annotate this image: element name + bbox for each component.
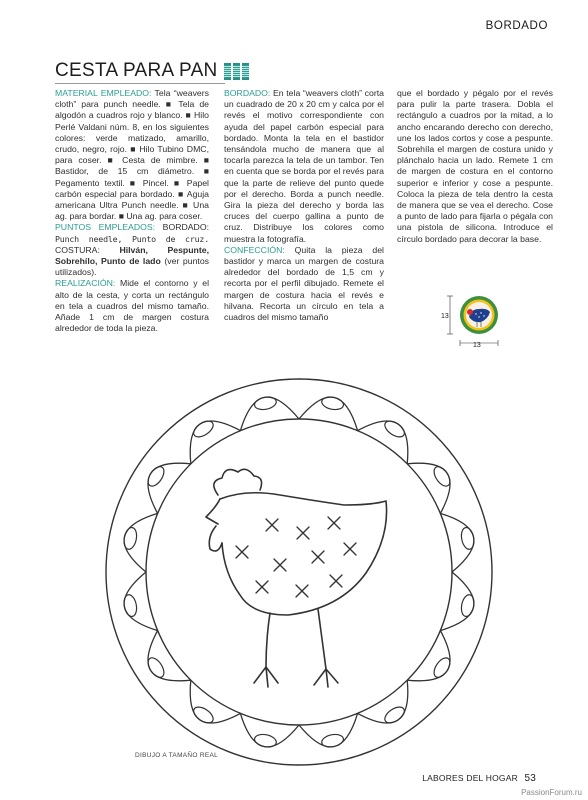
confeccion-text: Quita la pieza del bastidor y marca un margen de costura alrededor del bordado de 1,5 cm y recorta por el perfil dibujado. Remete el margen de costura hacia el revés e hilvana. Recorta un círculo en tela a cuadros del mismo tamaño bbox=[224, 244, 384, 323]
embroidery-pattern bbox=[104, 377, 494, 767]
hen-leg-left bbox=[266, 613, 270, 667]
title-row bbox=[55, 60, 249, 82]
materials-heading: MATERIAL EMPLEADO: bbox=[55, 88, 152, 98]
page-number: 53 bbox=[524, 773, 536, 784]
confeccion-heading: CONFECCIÓN: bbox=[224, 244, 285, 255]
realizacion-text: Mide el contorno y el alto de la cesta, y corta un rectángulo en tela a cuadros del mismo tamaño. Añade 1 cm de margen costura alrededor de toda la pieza. bbox=[55, 278, 209, 334]
scallop-oval bbox=[253, 733, 277, 749]
scallop-oval bbox=[122, 594, 138, 618]
pattern-caption: DIBUJO A TAMAÑO REAL bbox=[135, 752, 219, 759]
article-title: CESTA PARA PAN bbox=[55, 60, 218, 81]
costura-label: COSTURA: bbox=[55, 244, 100, 255]
width-dimension: 13 bbox=[473, 342, 481, 349]
watermark: PassionForum.ru bbox=[521, 788, 582, 797]
hen-leg-right bbox=[318, 609, 326, 669]
scallop-oval bbox=[253, 395, 277, 411]
magazine-name: LABORES DEL HOGAR bbox=[422, 773, 518, 783]
cross-stitches bbox=[236, 517, 356, 597]
scallop-border bbox=[124, 397, 474, 747]
bordado-stitches: Punch needle, Punto de cruz. bbox=[55, 233, 209, 244]
hen-foot-left bbox=[254, 667, 278, 687]
bordado-label: BORDADO: bbox=[162, 222, 209, 233]
thread-spools-icon bbox=[224, 63, 249, 80]
finished-piece-thumbnail bbox=[441, 292, 511, 352]
bordado-text: En tela “weavers cloth” corta un cuadrado de 20 x 20 cm y calca por el revés el motivo correspondiente con ayuda del papel carbón especial para bordado. Monta la tela en el bastidor tensándola mucho de manera que al tocarla parezca la tela de un tambor. Ten en cuenta que se borda por el revés para que la parte de relieve del punto quede por el derecho. Borda a punch needle. Gira la pieza del derecho y borda las cruces del cuerpo gallina a punto de cruz. Distribuye los colores como muestra la fotografía. bbox=[224, 88, 384, 244]
scallop-arc bbox=[299, 713, 358, 747]
bordado-paragraph bbox=[224, 88, 384, 245]
scallop-oval bbox=[460, 594, 476, 618]
inner-circle bbox=[146, 419, 452, 725]
bordado-heading: BORDADO: bbox=[224, 88, 271, 98]
realizacion-heading: REALIZACIÓN: bbox=[55, 278, 116, 289]
oval-border bbox=[122, 395, 475, 748]
scallop-arc bbox=[124, 572, 158, 631]
scallop-arc bbox=[240, 397, 299, 431]
hen-foot-right bbox=[314, 669, 338, 687]
hen-comb bbox=[214, 469, 262, 495]
materials-text: Tela “weavers cloth” para punch needle. ■ Tela de algodón a cuadros rojo y blanco. ■ Hilo Perlé Valdani núm. 8, en los siguientes colores: verde matizado, amarillo, crudo, negro, rojo. ■ Hilo Tubino DMC, para coser. ■ Cesta de mimbre. ■ Bastidor, de 15 cm diámetro. ■ Pegamento textil. ■ Pincel. ■ Papel carbón especial para bordado. ■ Aguja americana Ultra Punch needle. ■ Una ag. para bordar. ■ Una ag. para coser. bbox=[55, 88, 209, 222]
section-label: BORDADO bbox=[485, 20, 548, 32]
column-1 bbox=[55, 88, 209, 334]
costura-stitches: Hilván, Pespunte, Sobrehílo, Punto de lado bbox=[55, 244, 209, 267]
page-footer bbox=[422, 773, 536, 784]
hen-wattle bbox=[209, 526, 222, 551]
column-2 bbox=[224, 88, 384, 323]
scallop-oval bbox=[460, 526, 476, 550]
scallop-arc bbox=[440, 572, 474, 631]
realizacion-paragraph bbox=[55, 278, 209, 334]
scallop-arc bbox=[240, 713, 299, 747]
outer-circle bbox=[106, 379, 492, 765]
col3-text: que el bordado y pégalo por el revés para pulir la parte trasera. Dobla el rectángulo a cuadros por la mitad, a lo ancho encarando derecho con derecho, une los lados cortos y cose a pespunte. Sobrehíla el margen de costura unido y plánchalo hacia un lado. Remete 1 cm de margen de costura en el contorno superior e inferior y cose a pespunte. Coloca la pieza de tela dentro la cesta de manera que se vea el derecho. Cose a punto de lado para fijarla o pégala con una pistola de silicona. Introduce el círculo bordado para decorar la base. bbox=[397, 88, 553, 244]
scallop-oval bbox=[321, 395, 345, 411]
costura-note: (ver puntos utilizados). bbox=[55, 256, 209, 278]
stitches-heading: PUNTOS EMPLEADOS: bbox=[55, 222, 156, 233]
hen-body bbox=[220, 493, 387, 615]
confeccion-paragraph bbox=[224, 245, 384, 323]
hen-drawing bbox=[206, 469, 387, 687]
height-dimension: 13 bbox=[441, 313, 449, 320]
title-divider bbox=[55, 83, 225, 84]
stitches-paragraph bbox=[55, 222, 209, 278]
materials-paragraph bbox=[55, 88, 209, 222]
column-3 bbox=[397, 88, 553, 245]
scallop-oval bbox=[122, 526, 138, 550]
hen-beak bbox=[206, 499, 220, 524]
scallop-arc bbox=[299, 397, 358, 431]
scallop-arc bbox=[440, 513, 474, 572]
scallop-arc bbox=[124, 513, 158, 572]
scallop-oval bbox=[321, 733, 345, 749]
